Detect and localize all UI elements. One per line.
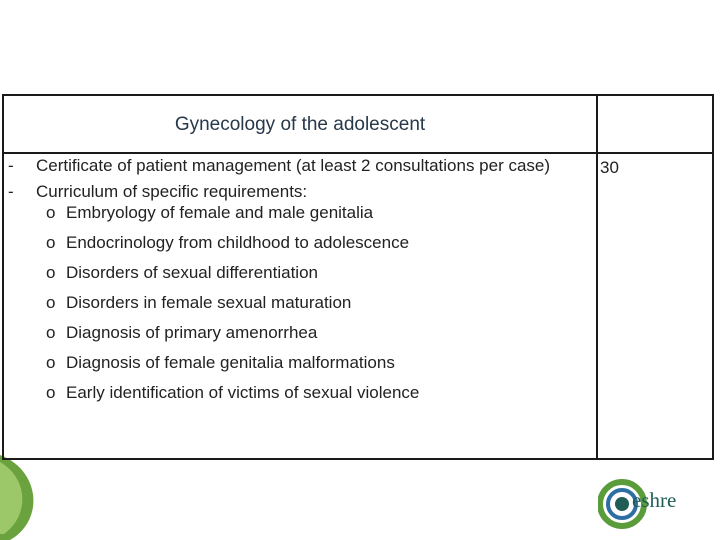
sub-list-marker: o <box>46 293 56 312</box>
requirements-list <box>8 156 588 408</box>
sub-list-text: Embryology of female and male genitalia <box>66 203 374 222</box>
sub-list-item <box>8 378 588 408</box>
sub-list-text: Endocrinology from childhood to adolescence <box>66 233 410 252</box>
sub-list-marker: o <box>46 203 56 222</box>
sub-list-item <box>8 288 588 318</box>
sub-list-marker: o <box>46 383 56 402</box>
logo-wordmark: eshre <box>632 488 677 512</box>
list-item <box>8 156 588 176</box>
sub-list-item <box>8 318 588 348</box>
list-item-text: Certificate of patient management (at least 2 consultations per case) <box>36 156 551 175</box>
sub-list-marker: o <box>46 233 56 252</box>
sub-list-text: Disorders in female sexual maturation <box>66 293 352 312</box>
sub-list-text: Diagnosis of female genitalia malformations <box>66 353 395 372</box>
sub-list-item <box>8 258 588 288</box>
list-item-text: Curriculum of specific requirements: <box>36 182 308 201</box>
sub-list-text: Early identification of victims of sexual violence <box>66 383 420 402</box>
list-marker: - <box>8 182 14 201</box>
list-marker: - <box>8 156 14 175</box>
table-title: Gynecology of the adolescent <box>174 114 426 135</box>
header-divider <box>4 152 712 154</box>
sub-list-text: Diagnosis of primary amenorrhea <box>66 323 318 342</box>
consultation-count: 30 <box>600 158 619 177</box>
sub-list-marker: o <box>46 323 56 342</box>
sub-list-item <box>8 228 588 258</box>
sub-list-marker: o <box>46 263 56 282</box>
sub-list-text: Disorders of sexual differentiation <box>66 263 318 282</box>
sub-list-marker: o <box>46 353 56 372</box>
requirements-table <box>2 94 714 460</box>
column-divider <box>596 96 598 458</box>
sub-list-item <box>8 348 588 378</box>
sub-list-item <box>8 198 588 228</box>
